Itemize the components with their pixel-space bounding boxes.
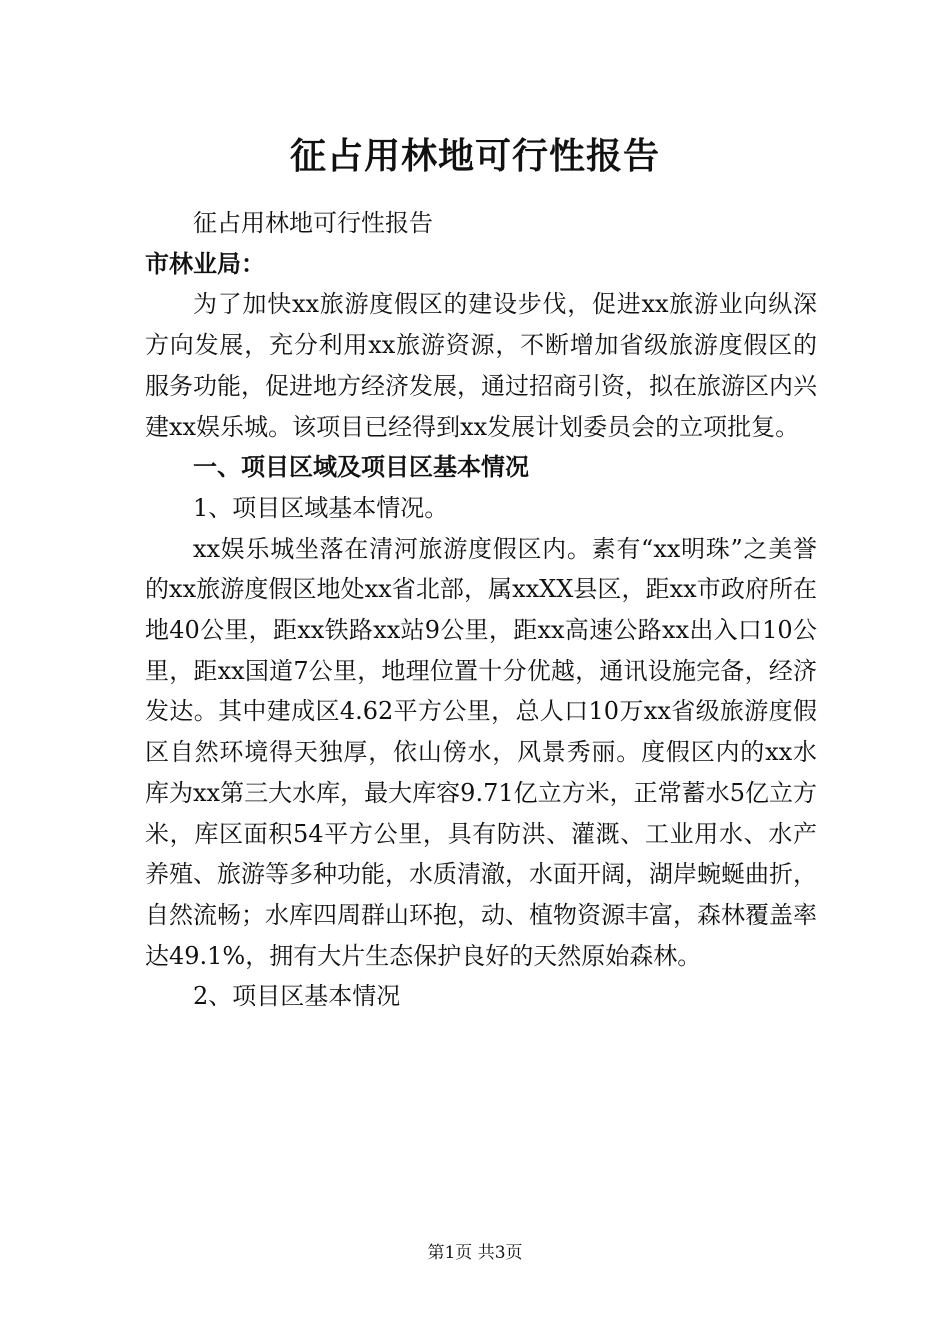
section-heading-1: 一、项目区域及项目区基本情况: [193, 452, 529, 482]
document-title: 征占用林地可行性报告: [289, 135, 660, 177]
addressee: 市林业局：: [145, 248, 265, 278]
page-footer: 第1页 共3页: [427, 1243, 523, 1263]
subsection-body-1-1: xx娱乐城坐落在清河旅游度假区内。素有“xx明珠”之美誉的xx旅游度假区地处xx省北部，属xxXX县区，距xx市政府所在地40公里，距xx铁路xx站9公里，距xx高速公路xx出入口10公里，距xx国道7公里，地理位置十分优越，通讯设施完备，经济发达。其中建成区4.62平方公里，总人口10万xx省级旅游度假区自然环境得天独厚，依山傍水，风景秀丽。度假区内的xx水库为xx第三大水库，最大库容9.71亿立方米，正常蓄水5亿立方米，库区面积54平方公里，具有防洪、灌溉、工业用水、水产养殖、旅游等多种功能，水质清澈，水面开阔，湖岸蜿蜒曲折，自然流畅；水库四周群山环抱，动、植物资源丰富，森林覆盖率达49.1%，拥有大片生态保护良好的天然原始森林。: [145, 534, 817, 970]
document-body: [145, 203, 817, 1017]
document-subtitle: 征占用林地可行性报告: [193, 209, 433, 237]
subsection-heading-1-1: 1、项目区域基本情况。: [193, 493, 449, 522]
subsection-heading-1-2: 2、项目区基本情况: [193, 982, 401, 1011]
intro-paragraph: 为了加快xx旅游度假区的建设步伐，促进xx旅游业向纵深方向发展，充分利用xx旅游资源，不断增加省级旅游度假区的服务功能，促进地方经济发展，通过招商引资，拟在旅游区内兴建xx娱乐城。该项目已经得到xx发展计划委员会的立项批复。: [145, 290, 817, 441]
